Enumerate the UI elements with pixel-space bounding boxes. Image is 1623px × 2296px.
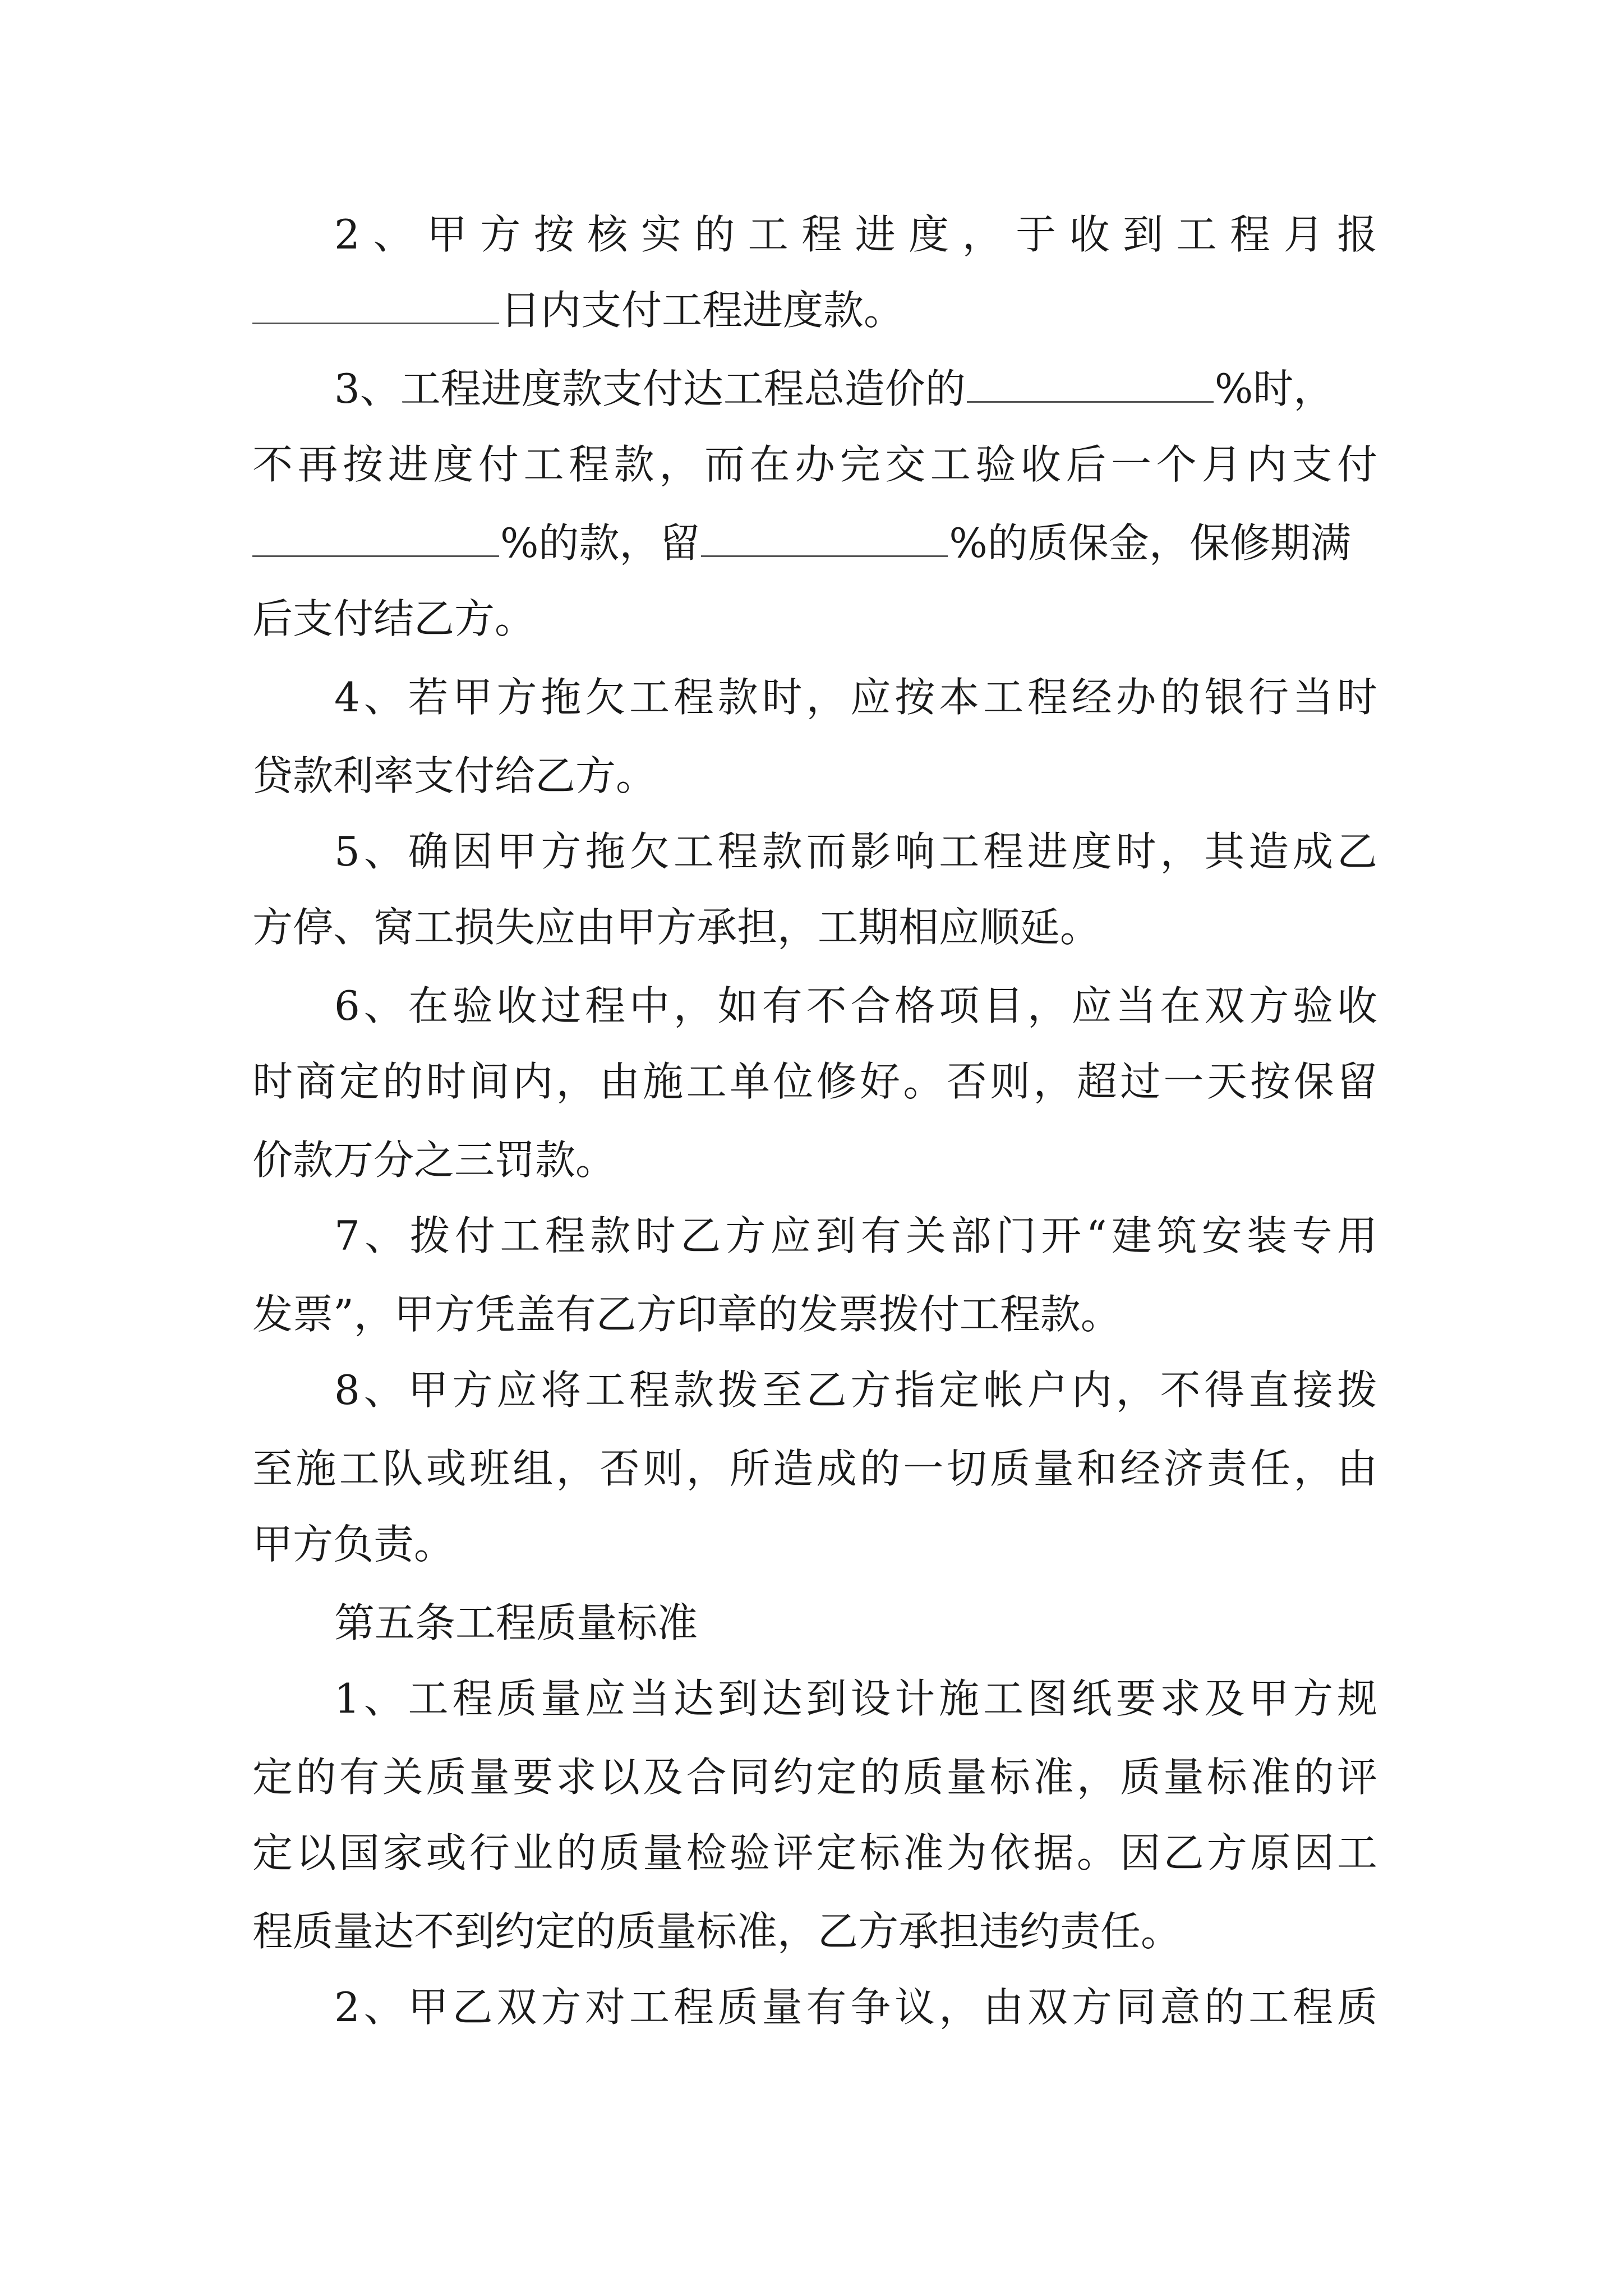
paragraph-5-line-1: 5、确因甲方拖欠工程款而影响工程进度时，其造成乙 xyxy=(334,828,1377,875)
paragraph-4-line-2: 贷款利率支付给乙方。 xyxy=(252,752,657,799)
fill-in-blank-percent-retention xyxy=(701,519,948,557)
paragraph-4-line-1: 4、若甲方拖欠工程款时，应按本工程经办的银行当时 xyxy=(334,674,1377,721)
paragraph-3-line-3 xyxy=(252,519,1377,567)
paragraph-3-line-1-text-a: 3、工程进度款支付达工程总造价的 xyxy=(334,365,966,412)
paragraph-6-line-1: 6、在验收过程中，如有不合格项目，应当在双方验收 xyxy=(334,982,1377,1029)
paragraph-7-line-1: 7、拨付工程款时乙方应到有关部门开“建筑安装专用 xyxy=(334,1212,1377,1259)
paragraph-2-line-2-text: 日内支付工程进度款。 xyxy=(500,287,905,334)
paragraph-2-line-1: 2、甲方按核实的工程进度，于收到工程月报 xyxy=(334,211,1377,258)
paragraph-6-line-2: 时商定的时间内，由施工单位修好。否则，超过一天按保留 xyxy=(252,1058,1377,1105)
paragraph-3-line-4: 后支付结乙方。 xyxy=(252,595,536,642)
paragraph-8-line-2: 至施工队或班组，否则，所造成的一切质量和经济责任，由 xyxy=(252,1445,1377,1492)
paragraph-8-line-3: 甲方负责。 xyxy=(252,1521,455,1568)
quality-clause-1-line-3: 定以国家或行业的质量检验评定标准为依据。因乙方原因工 xyxy=(252,1829,1377,1876)
paragraph-2-line-2 xyxy=(252,286,1377,334)
paragraph-3-line-1-text-b: %时， xyxy=(1214,365,1334,412)
paragraph-3-line-3-text-a: %的款，留 xyxy=(500,519,700,567)
paragraph-3-line-3-text-b: %的质保金，保修期满 xyxy=(949,519,1351,567)
quality-clause-1-line-2: 定的有关质量要求以及合同约定的质量标准，质量标准的评 xyxy=(252,1754,1377,1801)
fill-in-blank-days xyxy=(252,286,499,324)
quality-clause-1-line-4: 程质量达不到约定的质量标准，乙方承担违约责任。 xyxy=(252,1908,1182,1955)
paragraph-7-line-2: 发票”，甲方凭盖有乙方印章的发票拨付工程款。 xyxy=(252,1291,1121,1338)
section-heading-article-5: 第五条工程质量标准 xyxy=(334,1599,698,1646)
paragraph-6-line-3: 价款万分之三罚款。 xyxy=(252,1137,616,1184)
quality-clause-2-line-1: 2、甲乙双方对工程质量有争议，由双方同意的工程质 xyxy=(334,1984,1377,2031)
fill-in-blank-percent-payment xyxy=(252,519,499,557)
quality-clause-1-line-1: 1、工程质量应当达到达到设计施工图纸要求及甲方规 xyxy=(334,1675,1377,1722)
fill-in-blank-percent-total xyxy=(967,365,1214,403)
paragraph-3-line-2: 不再按进度付工程款，而在办完交工验收后一个月内支付 xyxy=(252,441,1377,488)
paragraph-3-line-1 xyxy=(334,365,1377,413)
paragraph-8-line-1: 8、甲方应将工程款拨至乙方指定帐户内，不得直接拨 xyxy=(334,1366,1377,1414)
paragraph-5-line-2: 方停、窝工损失应由甲方承担，工期相应顺延。 xyxy=(252,904,1101,951)
